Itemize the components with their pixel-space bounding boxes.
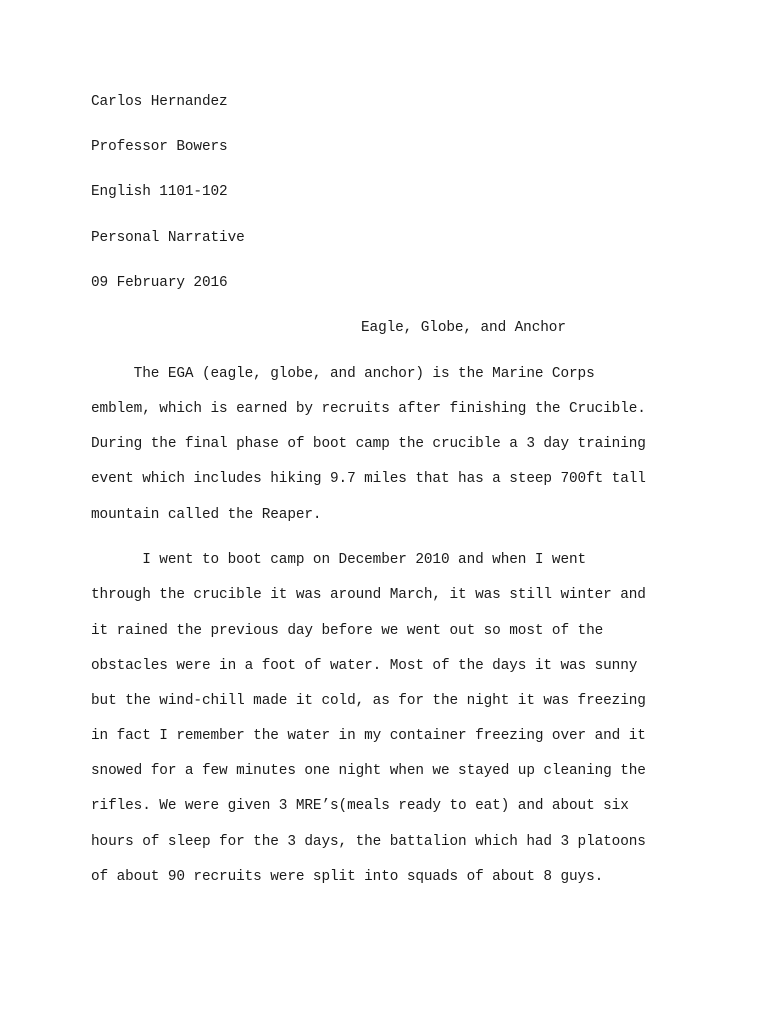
- text-line: During the final phase of boot camp the crucible a 3 day training: [91, 436, 646, 452]
- text-line: emblem, which is earned by recruits after finishing the Crucible.: [91, 401, 646, 417]
- date-line: 09 February 2016: [91, 275, 228, 291]
- text-line: of about 90 recruits were split into squads of about 8 guys.: [91, 869, 604, 885]
- course-name: English 1101-102: [91, 184, 228, 200]
- text-line: through the crucible it was around March, it was still winter and: [91, 587, 646, 603]
- text-line: mountain called the Reaper.: [91, 507, 322, 523]
- instructor-name: Professor Bowers: [91, 139, 228, 155]
- text-line: in fact I remember the water in my container freezing over and it: [91, 728, 646, 744]
- essay-title: Eagle, Globe, and Anchor: [361, 320, 566, 336]
- text-line: obstacles were in a foot of water. Most of the days it was sunny: [91, 658, 638, 674]
- text-line: hours of sleep for the 3 days, the battalion which had 3 platoons: [91, 834, 646, 850]
- text-line: event which includes hiking 9.7 miles that has a steep 700ft tall: [91, 471, 646, 487]
- text-line: but the wind-chill made it cold, as for the night it was freezing: [91, 693, 646, 709]
- author-name: Carlos Hernandez: [91, 94, 228, 110]
- assignment-name: Personal Narrative: [91, 230, 245, 246]
- text-line: I went to boot camp on December 2010 and when I went: [91, 552, 587, 568]
- text-line: rifles. We were given 3 MRE’s(meals ready to eat) and about six: [91, 798, 629, 814]
- text-line: The EGA (eagle, globe, and anchor) is the Marine Corps: [91, 366, 595, 382]
- text-line: it rained the previous day before we went out so most of the: [91, 623, 604, 639]
- text-line: snowed for a few minutes one night when we stayed up cleaning the: [91, 763, 646, 779]
